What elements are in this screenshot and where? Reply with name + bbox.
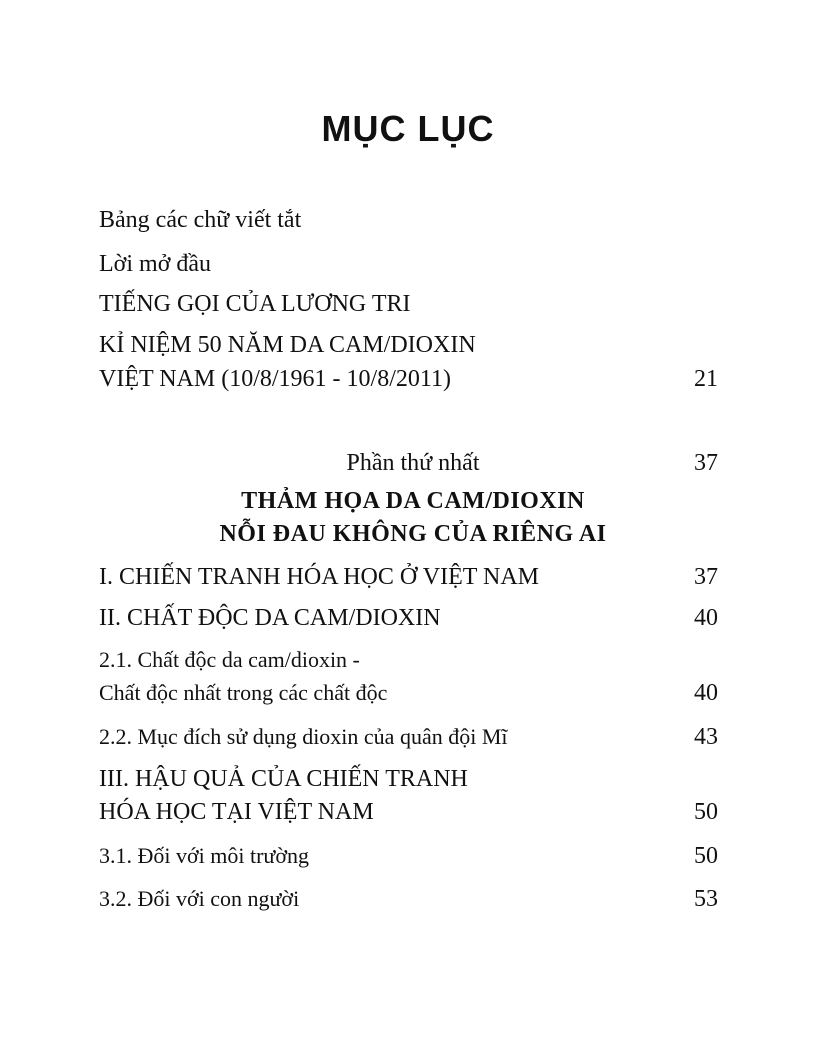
part-title-line1: THẢM HỌA DA CAM/DIOXIN	[241, 488, 585, 514]
toc-page-number: 43	[694, 724, 718, 750]
toc-entry-3-1: 3.1. Đối với môi trường	[99, 843, 309, 868]
toc-entry-consequences-line1: III. HẬU QUẢ CỦA CHIẾN TRANH	[99, 766, 468, 792]
toc-entry-preface: Lời mở đầu	[99, 251, 212, 277]
toc-entry-anniversary-line2: VIỆT NAM (10/8/1961 - 10/8/2011)	[99, 366, 451, 392]
page-title: MỤC LỤC	[321, 108, 495, 149]
toc-page-number: 50	[694, 843, 718, 869]
toc-page-number: 37	[694, 564, 718, 590]
toc-entry-2-1-line1: 2.1. Chất độc da cam/dioxin -	[99, 647, 360, 672]
toc-entry-chemical-war: I. CHIẾN TRANH HÓA HỌC Ở VIỆT NAM	[99, 564, 540, 590]
toc-entry-abbreviations: Bảng các chữ viết tắt	[99, 207, 302, 233]
toc-entry-agent-orange: II. CHẤT ĐỘC DA CAM/DIOXIN	[99, 605, 441, 631]
toc-entry-2-2: 2.2. Mục đích sử dụng dioxin của quân đội Mĩ	[99, 724, 508, 749]
part-label: Phần thứ nhất	[346, 450, 480, 476]
toc-page-number: 53	[694, 886, 718, 912]
toc-entry-2-1-line2: Chất độc nhất trong các chất độc	[99, 680, 388, 705]
toc-page-number: 37	[694, 450, 718, 476]
toc-entry-anniversary-line1: KỈ NIỆM 50 NĂM DA CAM/DIOXIN	[99, 332, 476, 358]
part-title-line2: NỖI ĐAU KHÔNG CỦA RIÊNG AI	[219, 521, 607, 547]
toc-entry-3-2: 3.2. Đối với con người	[99, 886, 300, 911]
toc-page-number: 40	[694, 605, 718, 631]
toc-entry-consequences-line2: HÓA HỌC TẠI VIỆT NAM	[99, 799, 374, 825]
toc-page-number: 40	[694, 680, 718, 706]
toc-page-number: 21	[694, 366, 718, 392]
toc-entry-conscience: TIẾNG GỌI CỦA LƯƠNG TRI	[99, 291, 411, 317]
toc-page-number: 50	[694, 799, 718, 825]
